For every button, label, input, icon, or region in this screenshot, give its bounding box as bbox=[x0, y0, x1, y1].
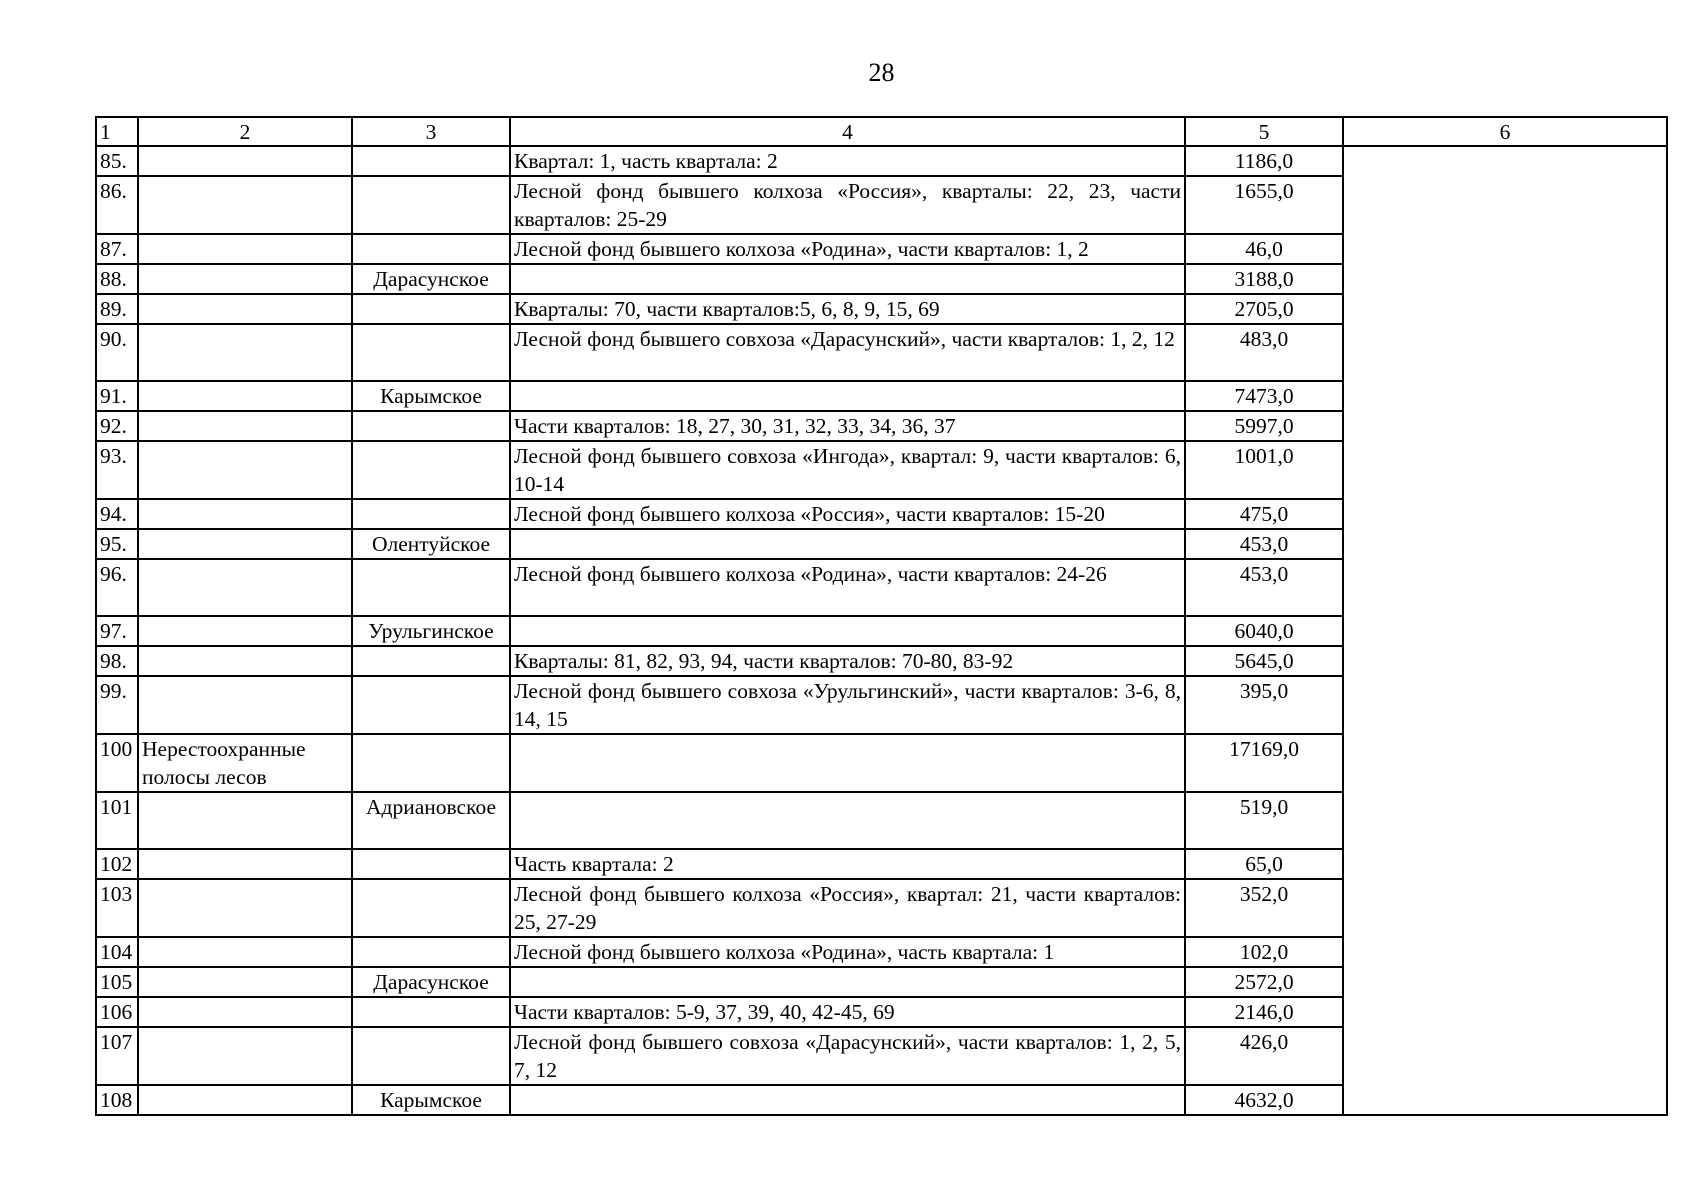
description-cell: Лесной фонд бывшего колхоза «Родина», часть квартала: 1 bbox=[510, 937, 1185, 967]
category-cell bbox=[138, 441, 352, 499]
row-number: 86. bbox=[96, 176, 138, 234]
category-cell bbox=[138, 997, 352, 1027]
settlement-cell bbox=[352, 879, 510, 937]
settlement-cell: Олентуйское bbox=[352, 529, 510, 559]
settlement-cell: Адриановское bbox=[352, 792, 510, 849]
row-number: 100 bbox=[96, 734, 138, 792]
description-cell: Кварталы: 70, части кварталов:5, 6, 8, 9, 15, 69 bbox=[510, 294, 1185, 324]
category-cell bbox=[138, 616, 352, 646]
area-cell: 395,0 bbox=[1185, 676, 1343, 734]
category-cell bbox=[138, 937, 352, 967]
category-cell bbox=[138, 264, 352, 294]
description-cell bbox=[510, 529, 1185, 559]
description-cell bbox=[510, 1085, 1185, 1115]
category-cell bbox=[138, 146, 352, 176]
category-cell bbox=[138, 792, 352, 849]
row-number: 99. bbox=[96, 676, 138, 734]
row-number: 104 bbox=[96, 937, 138, 967]
row-number: 98. bbox=[96, 646, 138, 676]
description-cell: Кварталы: 81, 82, 93, 94, части кварталов: 70-80, 83-92 bbox=[510, 646, 1185, 676]
column-header: 1 bbox=[96, 117, 138, 146]
settlement-cell bbox=[352, 676, 510, 734]
row-number: 94. bbox=[96, 499, 138, 529]
area-cell: 46,0 bbox=[1185, 234, 1343, 264]
row-number: 90. bbox=[96, 324, 138, 381]
row-number: 108 bbox=[96, 1085, 138, 1115]
description-cell: Лесной фонд бывшего совхоза «Дарасунский», части кварталов: 1, 2, 5, 7, 12 bbox=[510, 1027, 1185, 1085]
area-cell: 102,0 bbox=[1185, 937, 1343, 967]
area-cell: 2705,0 bbox=[1185, 294, 1343, 324]
category-cell bbox=[138, 529, 352, 559]
description-cell: Лесной фонд бывшего совхоза «Ингода», квартал: 9, части кварталов: 6, 10-14 bbox=[510, 441, 1185, 499]
area-cell: 475,0 bbox=[1185, 499, 1343, 529]
area-cell: 4632,0 bbox=[1185, 1085, 1343, 1115]
row-number: 107 bbox=[96, 1027, 138, 1085]
row-number: 102 bbox=[96, 849, 138, 879]
row-number: 97. bbox=[96, 616, 138, 646]
category-cell bbox=[138, 967, 352, 997]
category-cell bbox=[138, 646, 352, 676]
area-cell: 519,0 bbox=[1185, 792, 1343, 849]
row-number: 106 bbox=[96, 997, 138, 1027]
settlement-cell: Урульгинское bbox=[352, 616, 510, 646]
category-cell bbox=[138, 849, 352, 879]
column-header: 3 bbox=[352, 117, 510, 146]
settlement-cell bbox=[352, 411, 510, 441]
category-cell bbox=[138, 294, 352, 324]
column-header: 6 bbox=[1343, 117, 1667, 146]
settlement-cell bbox=[352, 146, 510, 176]
settlement-cell bbox=[352, 499, 510, 529]
area-cell: 6040,0 bbox=[1185, 616, 1343, 646]
area-cell: 483,0 bbox=[1185, 324, 1343, 381]
category-cell bbox=[138, 324, 352, 381]
category-cell bbox=[138, 499, 352, 529]
area-cell: 5997,0 bbox=[1185, 411, 1343, 441]
column-header: 5 bbox=[1185, 117, 1343, 146]
area-cell: 65,0 bbox=[1185, 849, 1343, 879]
description-cell bbox=[510, 967, 1185, 997]
row-number: 91. bbox=[96, 381, 138, 411]
row-number: 96. bbox=[96, 559, 138, 616]
settlement-cell bbox=[352, 176, 510, 234]
area-cell: 1001,0 bbox=[1185, 441, 1343, 499]
settlement-cell: Дарасунское bbox=[352, 967, 510, 997]
description-cell bbox=[510, 616, 1185, 646]
description-cell: Части кварталов: 18, 27, 30, 31, 32, 33, 34, 36, 37 bbox=[510, 411, 1185, 441]
row-number: 103 bbox=[96, 879, 138, 937]
description-cell: Лесной фонд бывшего колхоза «Россия», кварталы: 22, 23, части кварталов: 25-29 bbox=[510, 176, 1185, 234]
settlement-cell bbox=[352, 937, 510, 967]
description-cell: Лесной фонд бывшего колхоза «Родина», части кварталов: 24-26 bbox=[510, 559, 1185, 616]
category-cell bbox=[138, 1085, 352, 1115]
settlement-cell bbox=[352, 849, 510, 879]
area-cell: 1655,0 bbox=[1185, 176, 1343, 234]
settlement-cell bbox=[352, 234, 510, 264]
row-number: 95. bbox=[96, 529, 138, 559]
row-number: 92. bbox=[96, 411, 138, 441]
category-cell: Нерестоохранные полосы лесов bbox=[138, 734, 352, 792]
row-number: 93. bbox=[96, 441, 138, 499]
description-cell bbox=[510, 734, 1185, 792]
notes-cell bbox=[1343, 146, 1667, 1115]
description-cell bbox=[510, 792, 1185, 849]
category-cell bbox=[138, 1027, 352, 1085]
category-cell bbox=[138, 559, 352, 616]
description-cell: Лесной фонд бывшего колхоза «Россия», квартал: 21, части кварталов: 25, 27-29 bbox=[510, 879, 1185, 937]
description-cell: Лесной фонд бывшего колхоза «Родина», части кварталов: 1, 2 bbox=[510, 234, 1185, 264]
description-cell bbox=[510, 381, 1185, 411]
area-cell: 2572,0 bbox=[1185, 967, 1343, 997]
description-cell: Лесной фонд бывшего колхоза «Россия», части кварталов: 15-20 bbox=[510, 499, 1185, 529]
forest-table bbox=[95, 116, 1668, 1116]
category-cell bbox=[138, 381, 352, 411]
settlement-cell bbox=[352, 294, 510, 324]
description-cell: Лесной фонд бывшего совхоза «Урульгинский», части кварталов: 3-6, 8, 14, 15 bbox=[510, 676, 1185, 734]
area-cell: 17169,0 bbox=[1185, 734, 1343, 792]
description-cell: Часть квартала: 2 bbox=[510, 849, 1185, 879]
description-cell: Части кварталов: 5-9, 37, 39, 40, 42-45, 69 bbox=[510, 997, 1185, 1027]
area-cell: 7473,0 bbox=[1185, 381, 1343, 411]
table-row bbox=[96, 146, 1667, 176]
category-cell bbox=[138, 234, 352, 264]
settlement-cell bbox=[352, 646, 510, 676]
area-cell: 352,0 bbox=[1185, 879, 1343, 937]
header-row bbox=[96, 117, 1667, 146]
category-cell bbox=[138, 879, 352, 937]
category-cell bbox=[138, 176, 352, 234]
settlement-cell: Дарасунское bbox=[352, 264, 510, 294]
settlement-cell bbox=[352, 559, 510, 616]
category-cell bbox=[138, 676, 352, 734]
description-cell: Лесной фонд бывшего совхоза «Дарасунский», части кварталов: 1, 2, 12 bbox=[510, 324, 1185, 381]
settlement-cell: Карымское bbox=[352, 381, 510, 411]
settlement-cell bbox=[352, 734, 510, 792]
page-number: 28 bbox=[868, 58, 895, 87]
settlement-cell bbox=[352, 997, 510, 1027]
settlement-cell bbox=[352, 441, 510, 499]
area-cell: 453,0 bbox=[1185, 529, 1343, 559]
row-number: 101 bbox=[96, 792, 138, 849]
category-cell bbox=[138, 411, 352, 441]
row-number: 89. bbox=[96, 294, 138, 324]
row-number: 85. bbox=[96, 146, 138, 176]
settlement-cell: Карымское bbox=[352, 1085, 510, 1115]
row-number: 88. bbox=[96, 264, 138, 294]
column-header: 2 bbox=[138, 117, 352, 146]
settlement-cell bbox=[352, 1027, 510, 1085]
area-cell: 3188,0 bbox=[1185, 264, 1343, 294]
description-cell bbox=[510, 264, 1185, 294]
area-cell: 426,0 bbox=[1185, 1027, 1343, 1085]
area-cell: 1186,0 bbox=[1185, 146, 1343, 176]
area-cell: 2146,0 bbox=[1185, 997, 1343, 1027]
description-cell: Квартал: 1, часть квартала: 2 bbox=[510, 146, 1185, 176]
column-header: 4 bbox=[510, 117, 1185, 146]
area-cell: 453,0 bbox=[1185, 559, 1343, 616]
row-number: 105 bbox=[96, 967, 138, 997]
row-number: 87. bbox=[96, 234, 138, 264]
settlement-cell bbox=[352, 324, 510, 381]
area-cell: 5645,0 bbox=[1185, 646, 1343, 676]
